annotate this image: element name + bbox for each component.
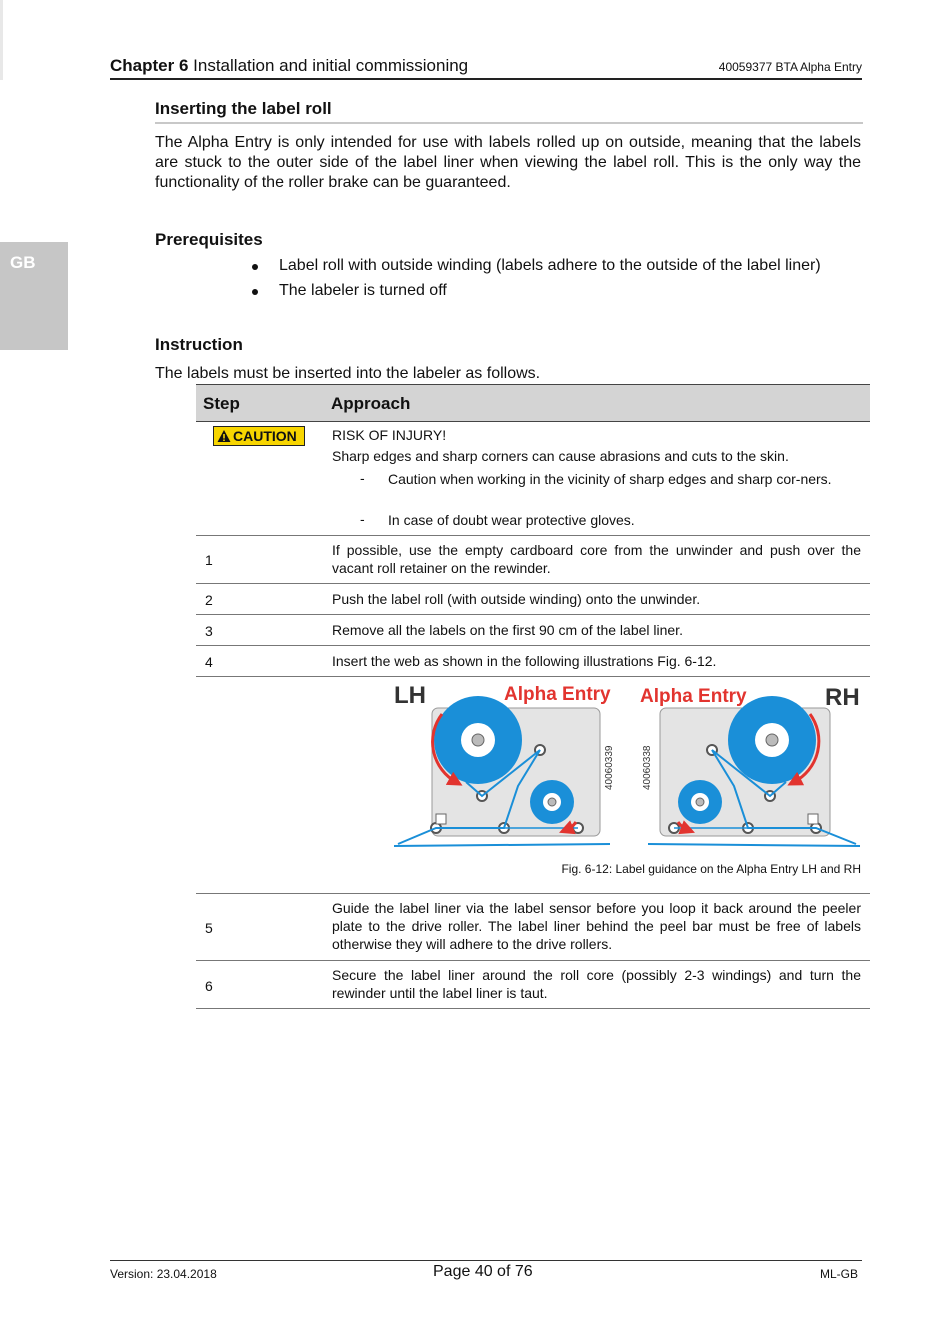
instruction-heading: Instruction (155, 335, 243, 354)
step-text: Push the label roll (with outside winding) onto the unwinder. (332, 591, 701, 607)
language-tab-label: GB (10, 253, 36, 272)
step-number: 6 (205, 978, 213, 994)
row-divider (196, 676, 870, 677)
caution-title: RISK OF INJURY! (332, 427, 447, 443)
header-doc-id: 40059377 BTA Alpha Entry (718, 60, 862, 74)
lh-brand-label: Alpha Entry (504, 684, 611, 705)
figure-caption: Fig. 6-12: Label guidance on the Alpha Entry LH and RH (561, 862, 861, 876)
lh-code-label: 40060339 (604, 745, 615, 790)
footer-version: Version: 23.04.2018 (110, 1267, 217, 1281)
table-bottom-rule (196, 1008, 870, 1009)
footer-page-number: Page 40 of 76 (433, 1263, 533, 1280)
page-header (110, 56, 862, 80)
prerequisites-heading: Prerequisites (155, 230, 263, 249)
prerequisite-text: The labeler is turned off (279, 282, 447, 299)
caution-point: In case of doubt wear protective gloves. (388, 512, 635, 528)
footer-rule (110, 1260, 862, 1261)
row-divider (196, 583, 870, 584)
step-text: Secure the label liner around the roll core (possibly 2-3 windings) and turn the rewinder until the label liner is taut. (332, 967, 861, 1001)
dash-marker: - (360, 470, 365, 486)
warning-icon (217, 429, 231, 443)
intro-paragraph: The Alpha Entry is only intended for use with labels rolled up on outside, meaning that the labels are stuck to the outer side of the label liner when viewing the label roll. This is the only way the functionality of the roller brake can be guaranteed. (155, 134, 861, 191)
table-header (196, 384, 870, 422)
row-divider (196, 893, 870, 894)
header-chapter-label: Chapter 6 (110, 56, 189, 75)
lh-unit (394, 696, 610, 846)
rh-brand-label: Alpha Entry (640, 686, 747, 707)
step-text: Guide the label liner via the label sensor before you loop it back around the peeler plate to the drive roller. The label liner behind the peel bar must be free of labels otherwise they will adhere to the drive rollers. (332, 900, 861, 952)
caution-point: Caution when working in the vicinity of sharp edges and sharp cor-ners. (388, 471, 832, 487)
col-approach-header: Approach (331, 394, 411, 413)
label-guidance-figure (390, 678, 864, 854)
prerequisite-text: Label roll with outside winding (labels adhere to the outside of the label liner) (279, 257, 821, 274)
caution-badge-label: CAUTION (233, 428, 297, 444)
rh-unit (648, 696, 860, 846)
margin-rule (0, 0, 3, 80)
row-divider (196, 614, 870, 615)
bullet-icon (252, 264, 258, 270)
bullet-icon (252, 289, 258, 295)
instruction-text: The labels must be inserted into the labeler as follows. (155, 365, 541, 382)
step-text: If possible, use the empty cardboard core from the unwinder and push over the vacant roll retainer on the rewinder. (332, 542, 861, 576)
header-chapter-title: Installation and initial commissioning (193, 56, 469, 75)
step-number: 3 (205, 623, 213, 639)
header-chapter (110, 56, 468, 76)
step-text: Insert the web as shown in the following illustrations Fig. 6-12. (332, 653, 717, 669)
caution-badge (213, 426, 305, 446)
col-step-header: Step (203, 394, 240, 413)
section-title: Inserting the label roll (155, 99, 863, 124)
rh-code-label: 40060338 (642, 745, 653, 790)
language-tab (0, 242, 68, 350)
row-divider (196, 535, 870, 536)
step-number: 5 (205, 920, 213, 936)
step-number: 2 (205, 592, 213, 608)
dash-marker: - (360, 511, 365, 527)
lh-label: LH (394, 682, 426, 709)
step-number: 4 (205, 654, 213, 670)
row-divider (196, 645, 870, 646)
row-divider (196, 960, 870, 961)
footer-code: ML-GB (820, 1267, 859, 1281)
step-number: 1 (205, 552, 213, 568)
rh-label: RH (825, 684, 860, 711)
caution-text: Sharp edges and sharp corners can cause abrasions and cuts to the skin. (332, 448, 789, 464)
step-text: Remove all the labels on the first 90 cm of the label liner. (332, 622, 683, 638)
